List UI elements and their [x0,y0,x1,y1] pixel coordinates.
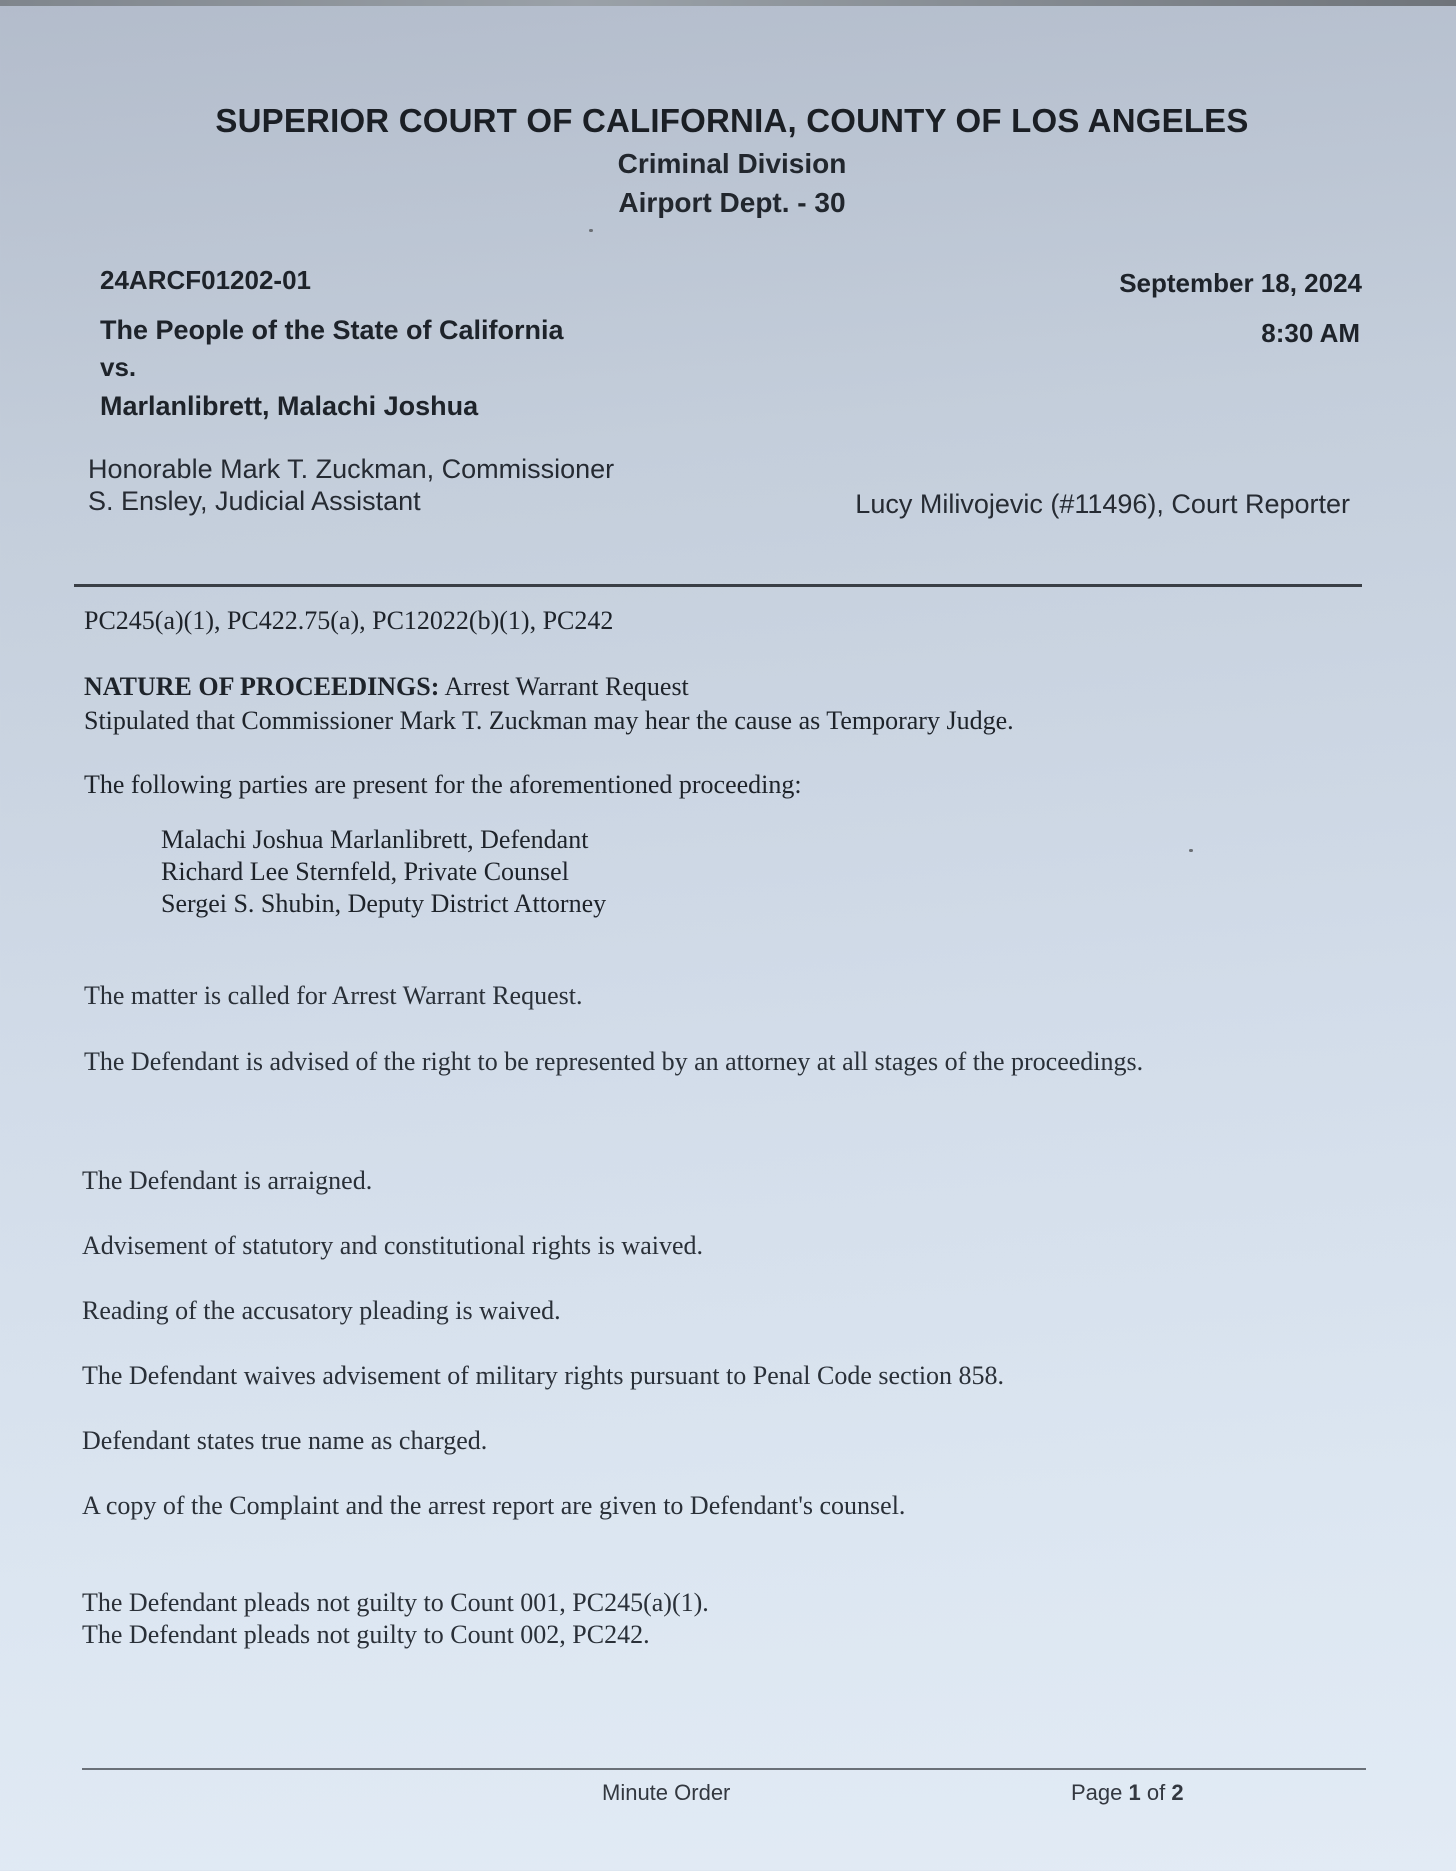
case-number: 24ARCF01202-01 [100,265,312,295]
footer-document-type: Minute Order [602,1780,731,1805]
paper-speck [589,229,593,232]
nature-label: NATURE OF PROCEEDINGS: [84,672,440,701]
court-title: SUPERIOR COURT OF CALIFORNIA, COUNTY OF LOS ANGELES [215,102,1249,139]
department-title: Airport Dept. - 30 [618,187,846,218]
minute-line: A copy of the Complaint and the arrest report are given to Defendant's counsel. [82,1491,906,1520]
parties-intro: The following parties are present for the aforementioned proceeding: [84,770,802,799]
division-title: Criminal Division [617,148,847,179]
page-total: 2 [1171,1780,1184,1805]
court-reporter: Lucy Milivojevic (#11496), Court Reporter [855,489,1350,519]
hearing-date: September 18, 2024 [1119,268,1362,298]
plea-line: The Defendant pleads not guilty to Count 001, PC245(a)(1). [82,1588,709,1617]
party-item: Malachi Joshua Marlanlibrett, Defendant [161,825,589,854]
judicial-assistant: S. Ensley, Judicial Assistant [88,486,421,516]
party-item: Sergei S. Shubin, Deputy District Attorney [161,889,607,918]
page-of: of [1146,1780,1166,1805]
minute-line: The matter is called for Arrest Warrant Request. [84,981,583,1010]
plaintiff-name: The People of the State of California [100,315,564,345]
charges-line: PC245(a)(1), PC422.75(a), PC12022(b)(1), PC242 [84,606,614,635]
minute-line: Reading of the accusatory pleading is waived. [82,1296,561,1325]
defendant-name: Marlanlibrett, Malachi Joshua [100,391,479,421]
plea-line: The Defendant pleads not guilty to Count 002, PC242. [82,1620,650,1649]
paper-top-edge [0,0,1456,6]
footer-divider [82,1768,1366,1770]
stipulation-line: Stipulated that Commissioner Mark T. Zuckman may hear the cause as Temporary Judge. [84,706,1014,735]
minute-line: The Defendant is arraigned. [82,1166,373,1195]
nature-of-proceedings [84,672,689,702]
page-prefix: Page [1071,1780,1123,1805]
hearing-time: 8:30 AM [1261,318,1360,348]
nature-value: Arrest Warrant Request [444,672,689,701]
party-item: Richard Lee Sternfeld, Private Counsel [161,857,569,886]
judge-name: Honorable Mark T. Zuckman, Commissioner [88,454,615,484]
minute-line: Advisement of statutory and constitutional rights is waived. [82,1231,704,1260]
paper-speck [1189,849,1193,852]
header-divider [74,584,1362,587]
minute-line: The Defendant is advised of the right to be represented by an attorney at all stages of the proceedings. [84,1047,1144,1076]
minute-line: The Defendant waives advisement of military rights pursuant to Penal Code section 858. [82,1361,1005,1390]
page-current: 1 [1128,1780,1141,1805]
minute-line: Defendant states true name as charged. [82,1426,488,1455]
versus-label: vs. [100,352,137,382]
page-number [1071,1780,1184,1806]
